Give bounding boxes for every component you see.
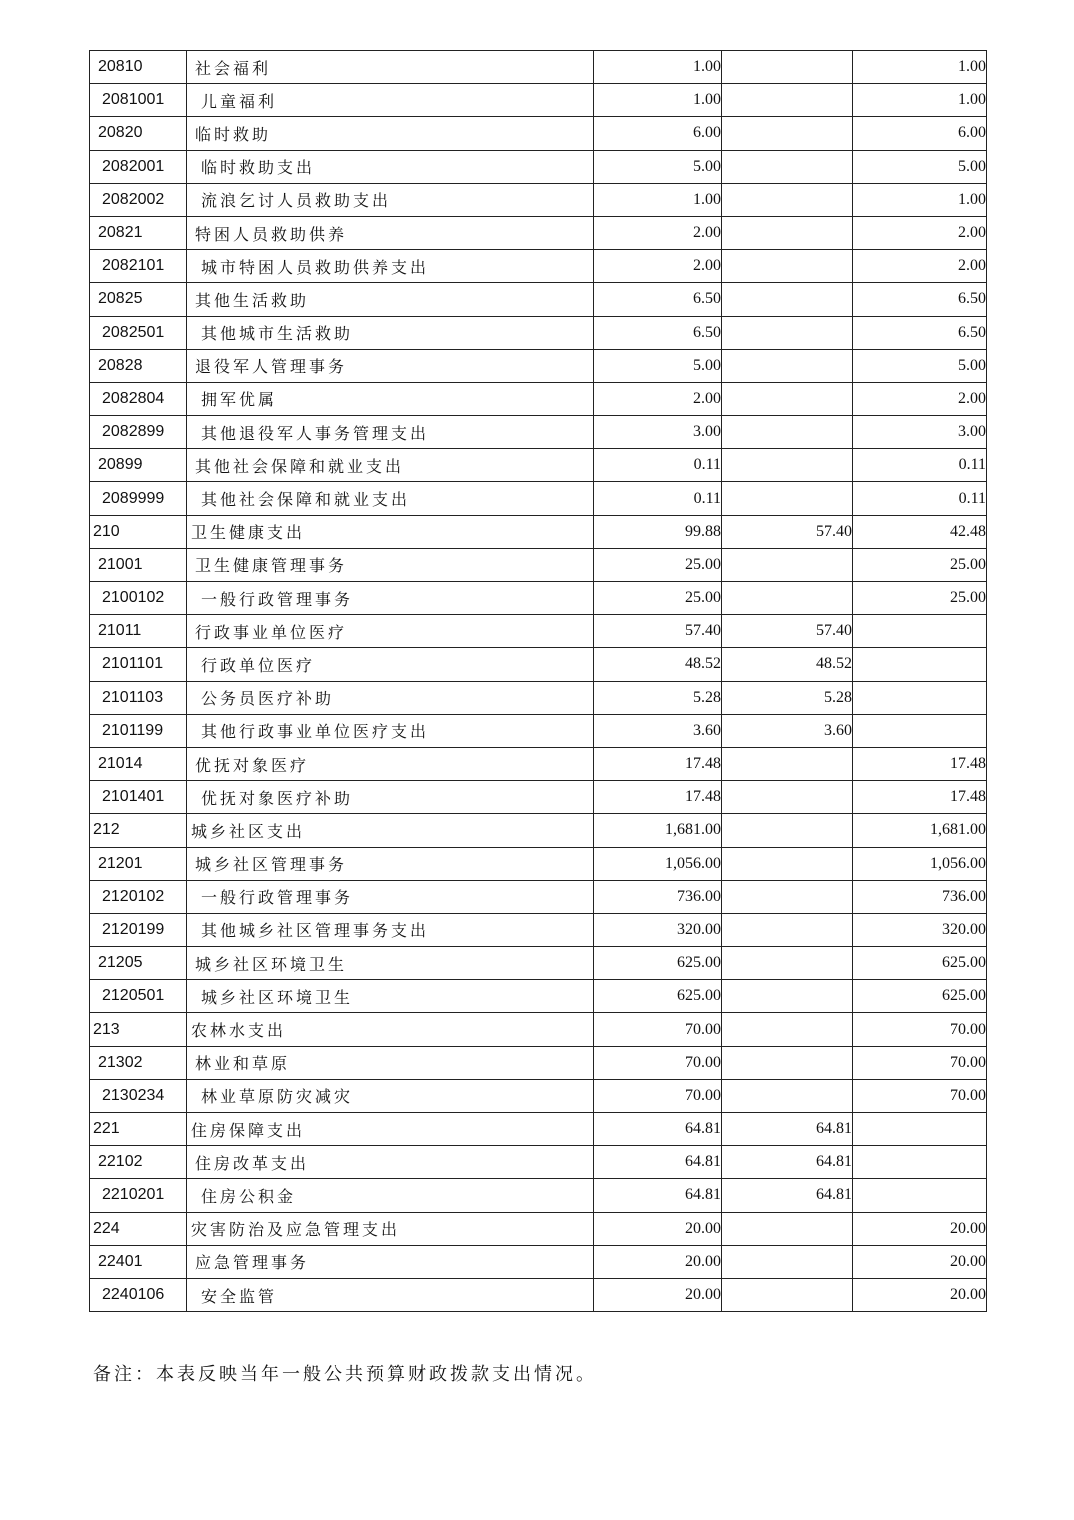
subject-code-cell: 20821 (90, 216, 187, 249)
basic-expenditure-cell (722, 449, 853, 482)
total-amount-cell: 70.00 (594, 1013, 722, 1046)
subject-code-cell: 22102 (90, 1146, 187, 1179)
basic-expenditure-cell (722, 84, 853, 117)
subject-code-cell: 22401 (90, 1245, 187, 1278)
project-expenditure-cell: 20.00 (853, 1245, 987, 1278)
total-amount-cell: 5.28 (594, 681, 722, 714)
table-row (90, 847, 987, 880)
project-expenditure-cell: 2.00 (853, 216, 987, 249)
table-row (90, 582, 987, 615)
project-expenditure-cell: 17.48 (853, 747, 987, 780)
table-row (90, 1079, 987, 1112)
subject-name-cell: 其他退役军人事务管理支出 (187, 416, 594, 449)
subject-code-cell: 2120501 (90, 980, 187, 1013)
basic-expenditure-cell (722, 216, 853, 249)
table-row (90, 1146, 987, 1179)
total-amount-cell: 64.81 (594, 1146, 722, 1179)
total-amount-cell: 0.11 (594, 449, 722, 482)
project-expenditure-cell: 25.00 (853, 582, 987, 615)
subject-name-cell: 优抚对象医疗 (187, 747, 594, 780)
subject-code-cell: 210 (90, 515, 187, 548)
basic-expenditure-cell (722, 1245, 853, 1278)
subject-name-cell: 其他城乡社区管理事务支出 (187, 913, 594, 946)
table-row (90, 316, 987, 349)
subject-name-cell: 儿童福利 (187, 84, 594, 117)
basic-expenditure-cell (722, 482, 853, 515)
subject-code-cell: 2120199 (90, 913, 187, 946)
subject-name-cell: 安全监管 (187, 1278, 594, 1311)
project-expenditure-cell: 42.48 (853, 515, 987, 548)
subject-name-cell: 城乡社区环境卫生 (187, 947, 594, 980)
project-expenditure-cell: 736.00 (853, 880, 987, 913)
total-amount-cell: 320.00 (594, 913, 722, 946)
project-expenditure-cell: 70.00 (853, 1046, 987, 1079)
subject-code-cell: 20825 (90, 283, 187, 316)
basic-expenditure-cell (722, 847, 853, 880)
subject-name-cell: 其他社会保障和就业支出 (187, 449, 594, 482)
subject-name-cell: 一般行政管理事务 (187, 582, 594, 615)
basic-expenditure-cell: 5.28 (722, 681, 853, 714)
table-row (90, 283, 987, 316)
basic-expenditure-cell (722, 150, 853, 183)
table-row (90, 216, 987, 249)
basic-expenditure-cell (722, 283, 853, 316)
subject-code-cell: 2101199 (90, 714, 187, 747)
subject-code-cell: 20820 (90, 117, 187, 150)
subject-code-cell: 20810 (90, 51, 187, 84)
project-expenditure-cell: 2.00 (853, 382, 987, 415)
table-row (90, 1212, 987, 1245)
table-row (90, 980, 987, 1013)
total-amount-cell: 20.00 (594, 1212, 722, 1245)
project-expenditure-cell: 0.11 (853, 449, 987, 482)
subject-name-cell: 流浪乞讨人员救助支出 (187, 183, 594, 216)
table-row (90, 1179, 987, 1212)
table-row (90, 416, 987, 449)
subject-name-cell: 优抚对象医疗补助 (187, 781, 594, 814)
table-row (90, 183, 987, 216)
project-expenditure-cell (853, 615, 987, 648)
project-expenditure-cell: 625.00 (853, 980, 987, 1013)
total-amount-cell: 99.88 (594, 515, 722, 548)
basic-expenditure-cell: 57.40 (722, 515, 853, 548)
subject-code-cell: 2082101 (90, 250, 187, 283)
table-row (90, 1013, 987, 1046)
subject-code-cell: 20828 (90, 349, 187, 382)
subject-name-cell: 城乡社区支出 (187, 814, 594, 847)
basic-expenditure-cell (722, 250, 853, 283)
total-amount-cell: 20.00 (594, 1245, 722, 1278)
project-expenditure-cell (853, 1146, 987, 1179)
total-amount-cell: 25.00 (594, 582, 722, 615)
table-row (90, 781, 987, 814)
total-amount-cell: 1.00 (594, 84, 722, 117)
subject-code-cell: 2082002 (90, 183, 187, 216)
subject-name-cell: 卫生健康管理事务 (187, 548, 594, 581)
basic-expenditure-cell (722, 1046, 853, 1079)
subject-name-cell: 行政单位医疗 (187, 648, 594, 681)
subject-name-cell: 行政事业单位医疗 (187, 615, 594, 648)
table-row (90, 880, 987, 913)
subject-name-cell: 拥军优属 (187, 382, 594, 415)
project-expenditure-cell: 20.00 (853, 1278, 987, 1311)
basic-expenditure-cell (722, 382, 853, 415)
table-row (90, 548, 987, 581)
subject-name-cell: 住房保障支出 (187, 1113, 594, 1146)
table-row (90, 648, 987, 681)
subject-name-cell: 一般行政管理事务 (187, 880, 594, 913)
table-row (90, 84, 987, 117)
project-expenditure-cell: 25.00 (853, 548, 987, 581)
subject-code-cell: 2101101 (90, 648, 187, 681)
subject-name-cell: 其他社会保障和就业支出 (187, 482, 594, 515)
subject-code-cell: 2089999 (90, 482, 187, 515)
project-expenditure-cell: 625.00 (853, 947, 987, 980)
basic-expenditure-cell (722, 947, 853, 980)
budget-expenditure-table (89, 50, 987, 1312)
basic-expenditure-cell (722, 316, 853, 349)
total-amount-cell: 1,056.00 (594, 847, 722, 880)
subject-name-cell: 林业草原防灾减灾 (187, 1079, 594, 1112)
basic-expenditure-cell (722, 548, 853, 581)
project-expenditure-cell: 70.00 (853, 1079, 987, 1112)
project-expenditure-cell (853, 1113, 987, 1146)
subject-code-cell: 21201 (90, 847, 187, 880)
table-row (90, 382, 987, 415)
project-expenditure-cell: 1,681.00 (853, 814, 987, 847)
subject-code-cell: 21205 (90, 947, 187, 980)
table-row (90, 1278, 987, 1311)
project-expenditure-cell (853, 714, 987, 747)
subject-code-cell: 21302 (90, 1046, 187, 1079)
subject-name-cell: 退役军人管理事务 (187, 349, 594, 382)
table-row (90, 250, 987, 283)
subject-name-cell: 城乡社区管理事务 (187, 847, 594, 880)
basic-expenditure-cell (722, 880, 853, 913)
basic-expenditure-cell: 64.81 (722, 1146, 853, 1179)
subject-code-cell: 21011 (90, 615, 187, 648)
subject-code-cell: 221 (90, 1113, 187, 1146)
table-row (90, 51, 987, 84)
table-row (90, 1113, 987, 1146)
total-amount-cell: 1.00 (594, 51, 722, 84)
table-body (90, 51, 987, 1312)
basic-expenditure-cell (722, 980, 853, 1013)
total-amount-cell: 6.50 (594, 283, 722, 316)
subject-code-cell: 21014 (90, 747, 187, 780)
table-row (90, 615, 987, 648)
project-expenditure-cell: 320.00 (853, 913, 987, 946)
subject-name-cell: 灾害防治及应急管理支出 (187, 1212, 594, 1245)
subject-code-cell: 213 (90, 1013, 187, 1046)
basic-expenditure-cell (722, 117, 853, 150)
subject-code-cell: 2101401 (90, 781, 187, 814)
total-amount-cell: 17.48 (594, 781, 722, 814)
subject-name-cell: 林业和草原 (187, 1046, 594, 1079)
table-row (90, 349, 987, 382)
total-amount-cell: 2.00 (594, 216, 722, 249)
project-expenditure-cell: 70.00 (853, 1013, 987, 1046)
total-amount-cell: 0.11 (594, 482, 722, 515)
subject-name-cell: 农林水支出 (187, 1013, 594, 1046)
project-expenditure-cell: 20.00 (853, 1212, 987, 1245)
subject-code-cell: 2082501 (90, 316, 187, 349)
table-row (90, 681, 987, 714)
table-row (90, 1046, 987, 1079)
total-amount-cell: 1,681.00 (594, 814, 722, 847)
project-expenditure-cell: 6.50 (853, 283, 987, 316)
total-amount-cell: 70.00 (594, 1046, 722, 1079)
total-amount-cell: 25.00 (594, 548, 722, 581)
subject-name-cell: 公务员医疗补助 (187, 681, 594, 714)
project-expenditure-cell: 6.50 (853, 316, 987, 349)
total-amount-cell: 3.60 (594, 714, 722, 747)
total-amount-cell: 57.40 (594, 615, 722, 648)
total-amount-cell: 625.00 (594, 980, 722, 1013)
project-expenditure-cell: 2.00 (853, 250, 987, 283)
subject-name-cell: 临时救助支出 (187, 150, 594, 183)
project-expenditure-cell: 17.48 (853, 781, 987, 814)
table-row (90, 814, 987, 847)
project-expenditure-cell (853, 1179, 987, 1212)
table-row (90, 714, 987, 747)
subject-name-cell: 其他城市生活救助 (187, 316, 594, 349)
basic-expenditure-cell (722, 416, 853, 449)
subject-code-cell: 212 (90, 814, 187, 847)
total-amount-cell: 70.00 (594, 1079, 722, 1112)
table-row (90, 150, 987, 183)
project-expenditure-cell: 1.00 (853, 84, 987, 117)
basic-expenditure-cell (722, 183, 853, 216)
total-amount-cell: 625.00 (594, 947, 722, 980)
basic-expenditure-cell (722, 1013, 853, 1046)
total-amount-cell: 5.00 (594, 349, 722, 382)
basic-expenditure-cell (722, 747, 853, 780)
project-expenditure-cell: 1.00 (853, 183, 987, 216)
table-row (90, 947, 987, 980)
project-expenditure-cell: 0.11 (853, 482, 987, 515)
subject-code-cell: 21001 (90, 548, 187, 581)
subject-name-cell: 卫生健康支出 (187, 515, 594, 548)
basic-expenditure-cell (722, 582, 853, 615)
subject-name-cell: 临时救助 (187, 117, 594, 150)
basic-expenditure-cell (722, 349, 853, 382)
basic-expenditure-cell (722, 814, 853, 847)
subject-code-cell: 2082899 (90, 416, 187, 449)
total-amount-cell: 48.52 (594, 648, 722, 681)
subject-name-cell: 住房公积金 (187, 1179, 594, 1212)
subject-code-cell: 2120102 (90, 880, 187, 913)
subject-code-cell: 2210201 (90, 1179, 187, 1212)
total-amount-cell: 20.00 (594, 1278, 722, 1311)
table-row (90, 515, 987, 548)
basic-expenditure-cell: 64.81 (722, 1113, 853, 1146)
subject-name-cell: 其他生活救助 (187, 283, 594, 316)
subject-code-cell: 2082804 (90, 382, 187, 415)
total-amount-cell: 64.81 (594, 1113, 722, 1146)
basic-expenditure-cell: 48.52 (722, 648, 853, 681)
project-expenditure-cell: 3.00 (853, 416, 987, 449)
table-row (90, 117, 987, 150)
basic-expenditure-cell (722, 1079, 853, 1112)
basic-expenditure-cell (722, 781, 853, 814)
project-expenditure-cell: 6.00 (853, 117, 987, 150)
table-row (90, 482, 987, 515)
subject-code-cell: 224 (90, 1212, 187, 1245)
table-row (90, 1245, 987, 1278)
basic-expenditure-cell: 64.81 (722, 1179, 853, 1212)
table-row (90, 449, 987, 482)
basic-expenditure-cell: 57.40 (722, 615, 853, 648)
subject-code-cell: 2082001 (90, 150, 187, 183)
subject-code-cell: 2130234 (90, 1079, 187, 1112)
subject-name-cell: 住房改革支出 (187, 1146, 594, 1179)
subject-code-cell: 2101103 (90, 681, 187, 714)
subject-code-cell: 2081001 (90, 84, 187, 117)
subject-name-cell: 城市特困人员救助供养支出 (187, 250, 594, 283)
total-amount-cell: 5.00 (594, 150, 722, 183)
basic-expenditure-cell (722, 51, 853, 84)
basic-expenditure-cell (722, 1212, 853, 1245)
subject-name-cell: 城乡社区环境卫生 (187, 980, 594, 1013)
total-amount-cell: 2.00 (594, 382, 722, 415)
total-amount-cell: 17.48 (594, 747, 722, 780)
project-expenditure-cell: 1.00 (853, 51, 987, 84)
basic-expenditure-cell (722, 913, 853, 946)
basic-expenditure-cell (722, 1278, 853, 1311)
table-row (90, 913, 987, 946)
total-amount-cell: 1.00 (594, 183, 722, 216)
project-expenditure-cell: 1,056.00 (853, 847, 987, 880)
subject-name-cell: 应急管理事务 (187, 1245, 594, 1278)
total-amount-cell: 3.00 (594, 416, 722, 449)
project-expenditure-cell (853, 648, 987, 681)
total-amount-cell: 64.81 (594, 1179, 722, 1212)
total-amount-cell: 2.00 (594, 250, 722, 283)
subject-name-cell: 其他行政事业单位医疗支出 (187, 714, 594, 747)
basic-expenditure-cell: 3.60 (722, 714, 853, 747)
total-amount-cell: 736.00 (594, 880, 722, 913)
project-expenditure-cell: 5.00 (853, 150, 987, 183)
subject-name-cell: 社会福利 (187, 51, 594, 84)
project-expenditure-cell (853, 681, 987, 714)
subject-code-cell: 20899 (90, 449, 187, 482)
subject-code-cell: 2100102 (90, 582, 187, 615)
subject-name-cell: 特困人员救助供养 (187, 216, 594, 249)
total-amount-cell: 6.00 (594, 117, 722, 150)
table-note: 备注：本表反映当年一般公共预算财政拨款支出情况。 (93, 1364, 597, 1385)
project-expenditure-cell: 5.00 (853, 349, 987, 382)
table-row (90, 747, 987, 780)
total-amount-cell: 6.50 (594, 316, 722, 349)
subject-code-cell: 2240106 (90, 1278, 187, 1311)
